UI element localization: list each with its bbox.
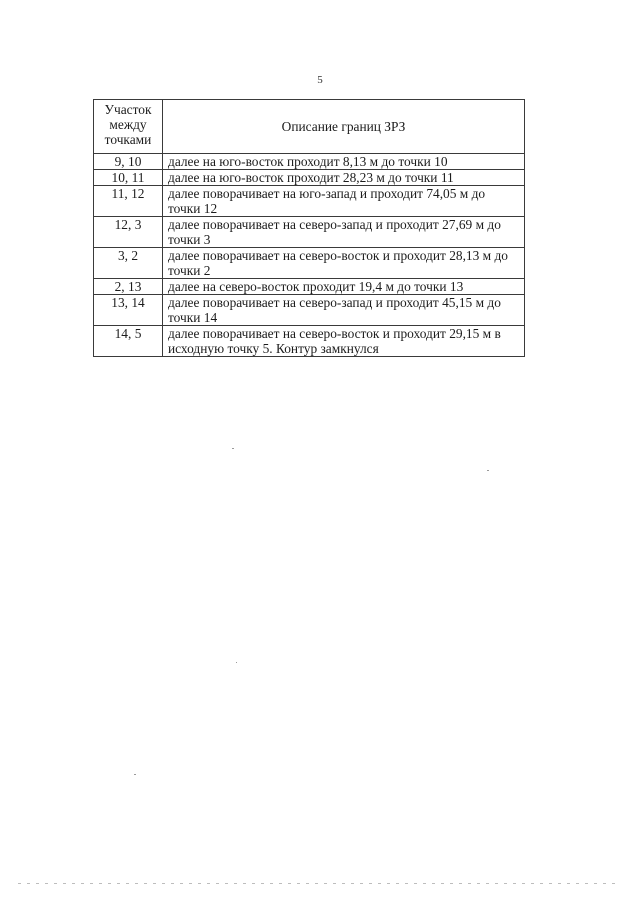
segment-cell: 11, 12	[94, 186, 163, 217]
description-cell: далее поворачивает на юго-запад и проходит 74,05 м до точки 12	[163, 186, 525, 217]
description-cell: далее поворачивает на северо-запад и проходит 27,69 м до точки 3	[163, 217, 525, 248]
segment-column-header: Участок между точками	[94, 100, 163, 154]
table-row	[94, 248, 525, 279]
segment-cell: 12, 3	[94, 217, 163, 248]
description-cell: далее на юго-восток проходит 28,23 м до точки 11	[163, 170, 525, 186]
scan-speck	[232, 448, 234, 449]
scan-speck	[134, 774, 136, 775]
table-row	[94, 279, 525, 295]
description-cell: далее поворачивает на северо-восток и проходит 29,15 м в исходную точку 5. Контур замкнулся	[163, 326, 525, 357]
table-row	[94, 186, 525, 217]
table-body	[94, 154, 525, 357]
description-cell: далее на юго-восток проходит 8,13 м до точки 10	[163, 154, 525, 170]
table-row	[94, 170, 525, 186]
table-header-row	[94, 100, 525, 154]
table-row	[94, 326, 525, 357]
description-column-header: Описание границ ЗРЗ	[163, 100, 525, 154]
segment-cell: 10, 11	[94, 170, 163, 186]
description-cell: далее поворачивает на северо-запад и проходит 45,15 м до точки 14	[163, 295, 525, 326]
page-number: 5	[317, 74, 323, 86]
segment-cell: 13, 14	[94, 295, 163, 326]
table-row	[94, 295, 525, 326]
table-row	[94, 217, 525, 248]
zrz-boundary-table	[93, 99, 525, 357]
table-row	[94, 154, 525, 170]
description-cell: далее поворачивает на северо-восток и проходит 28,13 м до точки 2	[163, 248, 525, 279]
description-cell: далее на северо-восток проходит 19,4 м до точки 13	[163, 279, 525, 295]
scan-speck	[236, 662, 237, 663]
segment-cell: 14, 5	[94, 326, 163, 357]
segment-cell: 2, 13	[94, 279, 163, 295]
segment-cell: 3, 2	[94, 248, 163, 279]
scan-edge-line	[18, 883, 618, 884]
scan-speck	[487, 470, 489, 471]
segment-cell: 9, 10	[94, 154, 163, 170]
